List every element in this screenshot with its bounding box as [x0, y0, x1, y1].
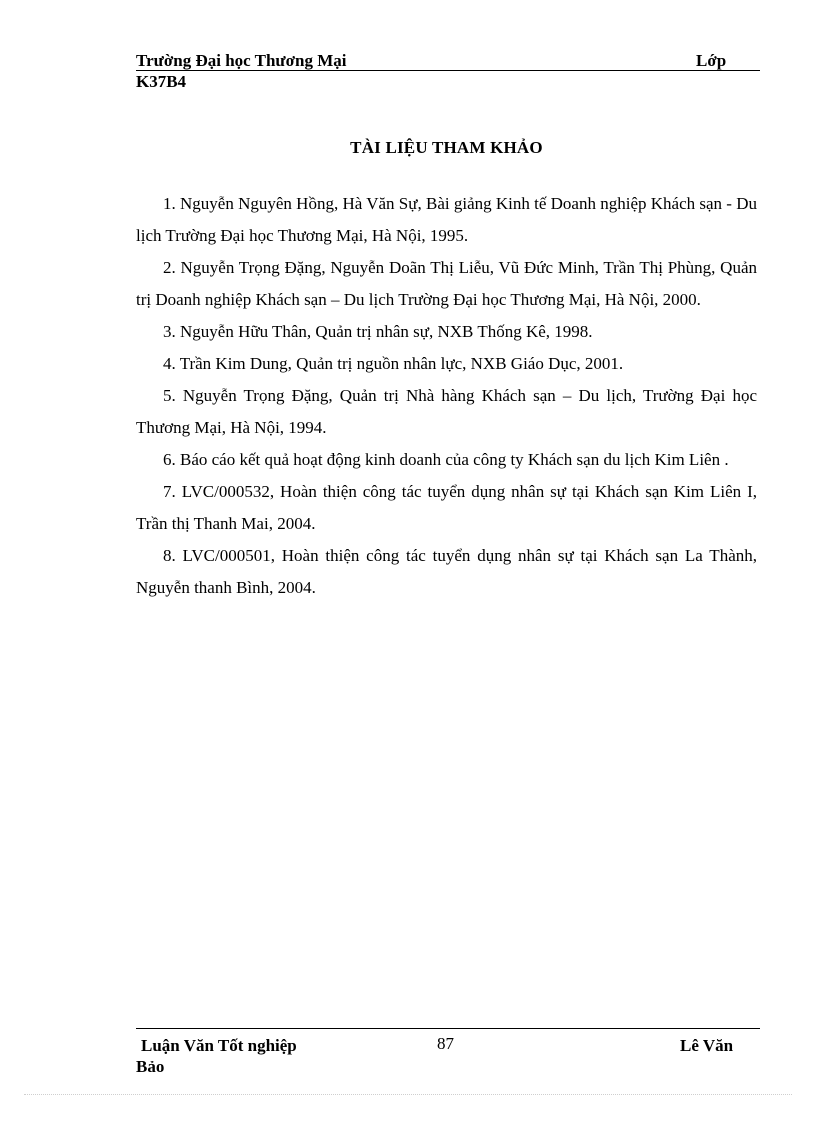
footer-author-name: Lê Văn: [680, 1036, 734, 1055]
footer-row: [136, 1035, 760, 1056]
reference-item: 1. Nguyễn Nguyên Hồng, Hà Văn Sự, Bài giảng Kinh tế Doanh nghiệp Khách sạn - Du lịch Trường Đại học Thương Mại, Hà Nội, 1995.: [136, 194, 757, 245]
footer-author-surname: Bảo: [136, 1057, 165, 1076]
reference-list: [136, 188, 757, 604]
page-footer: [136, 1028, 760, 1077]
reference-item: 7. LVC/000532, Hoàn thiện công tác tuyển dụng nhân sự tại Khách sạn Kim Liên I, Trần thị Thanh Mai, 2004.: [136, 482, 757, 533]
reference-item: 4. Trần Kim Dung, Quản trị nguồn nhân lực, NXB Giáo Dục, 2001.: [163, 354, 624, 373]
header-school: Trường Đại học Thương Mại: [136, 51, 347, 70]
header-row: [136, 50, 760, 71]
reference-item: 3. Nguyễn Hữu Thân, Quản trị nhân sự, NXB Thống Kê, 1998.: [163, 322, 593, 341]
page-title: TÀI LIỆU THAM KHẢO: [350, 138, 543, 157]
page-number: 87: [437, 1034, 454, 1053]
reference-item: 8. LVC/000501, Hoàn thiện công tác tuyển dụng nhân sự tại Khách sạn La Thành, Nguyễn thanh Bình, 2004.: [136, 546, 757, 597]
page-header: [136, 50, 760, 91]
reference-item: 2. Nguyễn Trọng Đặng, Nguyễn Doãn Thị Liễu, Vũ Đức Minh, Trần Thị Phùng, Quản trị Doanh nghiệp Khách sạn – Du lịch Trường Đại học Thương Mại, Hà Nội, 2000.: [136, 258, 757, 309]
page-edge-divider: [24, 1094, 792, 1095]
header-class-code: K37B4: [136, 72, 187, 91]
footer-thesis-label: Luận Văn Tốt nghiệp: [141, 1036, 297, 1055]
reference-item: 5. Nguyễn Trọng Đặng, Quản trị Nhà hàng Khách sạn – Du lịch, Trường Đại học Thương Mại, Hà Nội, 1994.: [136, 386, 757, 437]
reference-item: 6. Báo cáo kết quả hoạt động kinh doanh của công ty Khách sạn du lịch Kim Liên .: [163, 450, 729, 469]
header-class-label: Lớp: [696, 51, 727, 70]
